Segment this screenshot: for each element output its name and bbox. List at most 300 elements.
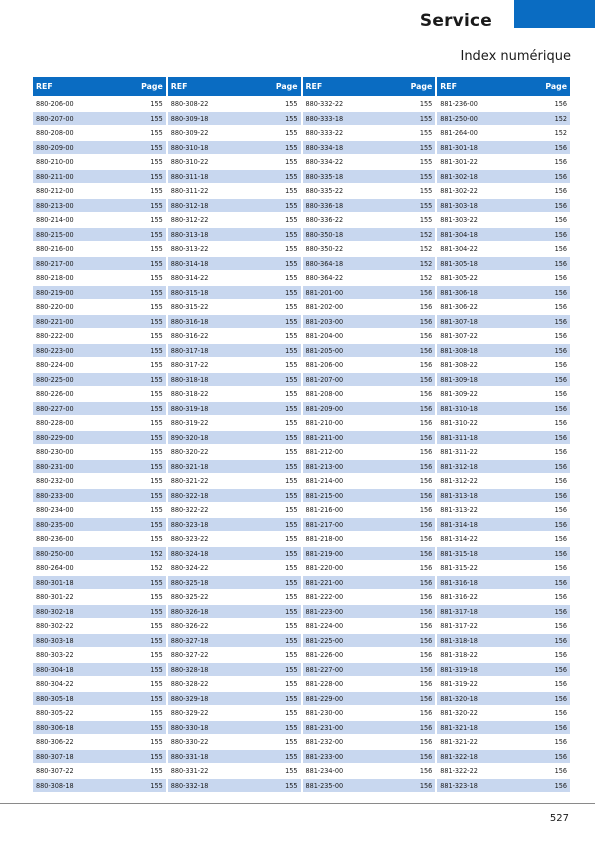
- page-cell: 155: [150, 606, 163, 616]
- table-row: [168, 764, 301, 779]
- table-row: [33, 764, 166, 779]
- ref-cell: 881-316-22: [440, 592, 478, 602]
- page-cell: 155: [150, 128, 163, 138]
- table-row: [33, 750, 166, 765]
- ref-cell: 880-330-18: [170, 722, 209, 732]
- page-cell: 156: [419, 331, 433, 341]
- table-row: [437, 547, 570, 562]
- table-row: [33, 286, 166, 301]
- page-number: 527: [549, 813, 569, 824]
- table-row: [303, 431, 436, 446]
- ref-cell: 881-207-00: [305, 374, 344, 384]
- table-row: [437, 576, 570, 591]
- page-cell: 156: [554, 606, 567, 616]
- table-row: [437, 286, 570, 301]
- page-cell: 155: [285, 766, 298, 776]
- table-row: [168, 779, 301, 794]
- ref-cell: 880-324-22: [170, 563, 209, 573]
- page-cell: 155: [150, 577, 163, 587]
- table-row: [168, 547, 301, 562]
- table-row: [303, 619, 436, 634]
- table-row: [33, 97, 166, 112]
- table-row: [33, 735, 166, 750]
- table-row: [437, 561, 570, 576]
- page-cell: 156: [419, 418, 433, 428]
- table-row: [303, 344, 436, 359]
- table-row: [168, 242, 301, 257]
- page-cell: 156: [419, 606, 433, 616]
- page-cell: 155: [150, 476, 163, 486]
- ref-cell: 881-307-18: [440, 316, 478, 326]
- table-row: [168, 460, 301, 475]
- table-row: [33, 184, 166, 199]
- table-row: [33, 474, 166, 489]
- page-cell: 155: [285, 563, 298, 573]
- ref-cell: 881-305-18: [440, 258, 478, 268]
- page-cell: 155: [285, 577, 298, 587]
- page-cell: 156: [554, 418, 567, 428]
- ref-cell: 881-222-00: [305, 592, 344, 602]
- page-cell: 156: [419, 345, 433, 355]
- ref-cell: 881-218-00: [305, 534, 344, 544]
- ref-cell: 881-213-00: [305, 461, 344, 471]
- ref-cell: 881-227-00: [305, 664, 344, 674]
- ref-cell: 881-317-18: [440, 606, 478, 616]
- ref-cell: 880-220-00: [36, 302, 74, 312]
- ref-cell: 880-222-00: [36, 331, 74, 341]
- ref-cell: 881-319-18: [440, 664, 478, 674]
- table-row: [33, 692, 166, 707]
- page-cell: 156: [554, 519, 567, 529]
- table-row: [168, 518, 301, 533]
- table-row: [168, 315, 301, 330]
- page-cell: 155: [150, 708, 163, 718]
- ref-cell: 880-324-18: [170, 548, 209, 558]
- ref-cell: 880-306-18: [36, 722, 74, 732]
- ref-cell: 880-309-18: [170, 113, 209, 123]
- page-cell: 155: [285, 157, 298, 167]
- table-row: [33, 242, 166, 257]
- table-row: [303, 184, 436, 199]
- table-row: [168, 141, 301, 156]
- table-row: [33, 561, 166, 576]
- table-row: [33, 663, 166, 678]
- table-row: [168, 663, 301, 678]
- ref-cell: 880-319-18: [170, 403, 209, 413]
- page-cell: 152: [419, 244, 433, 254]
- page-cell: 152: [150, 563, 163, 573]
- ref-cell: 881-322-18: [440, 751, 478, 761]
- page-cell: 155: [150, 447, 163, 457]
- ref-cell: 881-305-22: [440, 273, 478, 283]
- ref-cell: 881-202-00: [305, 302, 344, 312]
- ref-cell: 880-229-00: [36, 432, 74, 442]
- page-cell: 155: [285, 476, 298, 486]
- ref-cell: 881-226-00: [305, 650, 344, 660]
- table-row: [437, 532, 570, 547]
- table-row: [168, 344, 301, 359]
- ref-cell: 880-318-18: [170, 374, 209, 384]
- table-row: [168, 329, 301, 344]
- table-row: [168, 532, 301, 547]
- ref-cell: 881-301-18: [440, 142, 478, 152]
- table-row: [303, 126, 436, 141]
- table-row: [303, 648, 436, 663]
- page-header: Page: [545, 82, 567, 91]
- ref-cell: 880-302-22: [36, 621, 74, 631]
- page-cell: 156: [554, 273, 567, 283]
- page-cell: 155: [285, 171, 298, 181]
- ref-cell: 881-204-00: [305, 331, 344, 341]
- page-cell: 155: [285, 186, 298, 196]
- table-row: [303, 692, 436, 707]
- ref-cell: 881-313-22: [440, 505, 478, 515]
- table-row: [437, 213, 570, 228]
- ref-cell: 881-304-18: [440, 229, 478, 239]
- ref-cell: 880-333-22: [305, 128, 344, 138]
- table-row: [168, 155, 301, 170]
- ref-cell: 880-301-18: [36, 577, 74, 587]
- page-cell: 155: [285, 650, 298, 660]
- ref-cell: 881-233-00: [305, 751, 344, 761]
- table-row: [33, 648, 166, 663]
- ref-cell: 880-303-22: [36, 650, 74, 660]
- ref-cell: 880-318-22: [170, 389, 209, 399]
- ref-cell: 880-307-18: [36, 751, 74, 761]
- page-cell: 155: [150, 374, 163, 384]
- ref-cell: 881-217-00: [305, 519, 344, 529]
- table-row: [303, 634, 436, 649]
- page-cell: 155: [150, 679, 163, 689]
- ref-cell: 881-236-00: [440, 99, 478, 109]
- ref-cell: 880-336-22: [305, 215, 344, 225]
- page-cell: 155: [150, 635, 163, 645]
- table-row: [33, 503, 166, 518]
- ref-cell: 881-223-00: [305, 606, 344, 616]
- ref-cell: 880-328-18: [170, 664, 209, 674]
- table-row: [437, 373, 570, 388]
- ref-cell: 880-208-00: [36, 128, 74, 138]
- ref-cell: 881-264-00: [440, 128, 478, 138]
- ref-cell: 880-223-00: [36, 345, 74, 355]
- ref-cell: 881-216-00: [305, 505, 344, 515]
- page-cell: 155: [285, 316, 298, 326]
- table-row: [168, 387, 301, 402]
- ref-cell: 880-325-22: [170, 592, 209, 602]
- column-header: [168, 77, 301, 96]
- table-row: [303, 561, 436, 576]
- page-cell: 156: [554, 650, 567, 660]
- table-row: [437, 779, 570, 794]
- ref-cell: 881-319-22: [440, 679, 478, 689]
- table-row: [437, 518, 570, 533]
- table-row: [303, 750, 436, 765]
- table-row: [168, 373, 301, 388]
- ref-cell: 881-303-22: [440, 215, 478, 225]
- page-cell: 156: [419, 316, 433, 326]
- table-row: [33, 779, 166, 794]
- page-cell: 156: [419, 563, 433, 573]
- table-row: [168, 619, 301, 634]
- page-cell: 156: [554, 577, 567, 587]
- ref-cell: 881-314-18: [440, 519, 478, 529]
- page-cell: 155: [285, 113, 298, 123]
- index-column-4: [437, 77, 570, 793]
- table-row: [168, 721, 301, 736]
- table-row: [437, 735, 570, 750]
- table-row: [437, 257, 570, 272]
- table-row: [33, 112, 166, 127]
- page-cell: 155: [285, 229, 298, 239]
- table-row: [168, 213, 301, 228]
- page-cell: 155: [150, 316, 163, 326]
- page-cell: 155: [150, 592, 163, 602]
- ref-cell: 880-317-18: [170, 345, 209, 355]
- page-cell: 155: [285, 331, 298, 341]
- table-row: [33, 126, 166, 141]
- table-row: [33, 402, 166, 417]
- column-header: [303, 77, 436, 96]
- table-row: [303, 547, 436, 562]
- page-cell: 156: [419, 650, 433, 660]
- index-column-1: [33, 77, 166, 793]
- page-cell: 156: [419, 722, 433, 732]
- table-row: [303, 416, 436, 431]
- table-row: [303, 286, 436, 301]
- table-row: [437, 764, 570, 779]
- table-row: [33, 532, 166, 547]
- table-row: [303, 315, 436, 330]
- table-row: [33, 416, 166, 431]
- table-row: [303, 590, 436, 605]
- table-row: [303, 402, 436, 417]
- table-row: [303, 228, 436, 243]
- ref-cell: 881-225-00: [305, 635, 344, 645]
- page-cell: 155: [285, 693, 298, 703]
- page-cell: 156: [419, 389, 433, 399]
- page-header: Page: [141, 82, 163, 91]
- page-cell: 156: [554, 461, 567, 471]
- page-cell: 155: [150, 418, 163, 428]
- table-row: [303, 213, 436, 228]
- page-cell: 156: [419, 287, 433, 297]
- table-row: [33, 358, 166, 373]
- table-row: [33, 329, 166, 344]
- page-cell: 156: [554, 157, 567, 167]
- ref-cell: 881-308-22: [440, 360, 478, 370]
- ref-cell: 881-312-18: [440, 461, 478, 471]
- page-cell: 152: [554, 128, 567, 138]
- table-row: [33, 257, 166, 272]
- ref-cell: 881-229-00: [305, 693, 344, 703]
- ref-cell: 880-327-22: [170, 650, 209, 660]
- table-row: [303, 358, 436, 373]
- page-cell: 155: [285, 99, 298, 109]
- table-row: [168, 199, 301, 214]
- table-row: [33, 605, 166, 620]
- table-row: [33, 344, 166, 359]
- table-row: [33, 460, 166, 475]
- ref-cell: 880-302-18: [36, 606, 74, 616]
- table-row: [168, 97, 301, 112]
- ref-cell: 880-335-18: [305, 171, 344, 181]
- table-row: [33, 634, 166, 649]
- table-row: [303, 721, 436, 736]
- table-row: [33, 677, 166, 692]
- ref-cell: 880-326-22: [170, 621, 209, 631]
- ref-cell: 881-309-22: [440, 389, 478, 399]
- ref-cell: 880-304-22: [36, 679, 74, 689]
- page-cell: 155: [150, 780, 163, 790]
- table-row: [437, 489, 570, 504]
- ref-cell: 880-315-18: [170, 287, 209, 297]
- table-row: [168, 170, 301, 185]
- page-cell: 155: [285, 418, 298, 428]
- table-row: [168, 300, 301, 315]
- ref-cell: 881-321-18: [440, 722, 478, 732]
- ref-cell: 881-306-22: [440, 302, 478, 312]
- table-row: [437, 750, 570, 765]
- page-cell: 155: [150, 113, 163, 123]
- table-row: [437, 663, 570, 678]
- table-row: [168, 445, 301, 460]
- table-row: [33, 141, 166, 156]
- table-row: [168, 358, 301, 373]
- table-row: [437, 228, 570, 243]
- ref-cell: 880-308-18: [36, 780, 74, 790]
- ref-cell: 880-350-22: [305, 244, 344, 254]
- table-row: [168, 402, 301, 417]
- table-row: [437, 445, 570, 460]
- table-row: [33, 431, 166, 446]
- ref-cell: 880-316-18: [170, 316, 209, 326]
- table-row: [303, 155, 436, 170]
- ref-cell: 880-336-18: [305, 200, 344, 210]
- page-cell: 155: [150, 461, 163, 471]
- table-row: [303, 373, 436, 388]
- ref-header: REF: [305, 82, 323, 91]
- page-cell: 155: [150, 432, 163, 442]
- table-row: [437, 271, 570, 286]
- table-row: [168, 735, 301, 750]
- page-cell: 155: [150, 229, 163, 239]
- ref-cell: 880-228-00: [36, 418, 74, 428]
- ref-cell: 880-317-22: [170, 360, 209, 370]
- page-cell: 155: [419, 171, 433, 181]
- ref-cell: 881-308-18: [440, 345, 478, 355]
- ref-cell: 881-321-22: [440, 737, 478, 747]
- ref-cell: 880-334-22: [305, 157, 344, 167]
- ref-cell: 881-302-18: [440, 171, 478, 181]
- page-cell: 156: [419, 519, 433, 529]
- ref-cell: 881-315-18: [440, 548, 478, 558]
- table-row: [437, 97, 570, 112]
- page-cell: 156: [554, 215, 567, 225]
- ref-cell: 880-350-18: [305, 229, 344, 239]
- page-cell: 155: [150, 142, 163, 152]
- ref-cell: 880-322-22: [170, 505, 209, 515]
- ref-cell: 880-334-18: [305, 142, 344, 152]
- page-cell: 156: [554, 403, 567, 413]
- table-row: [303, 576, 436, 591]
- page-cell: 155: [285, 592, 298, 602]
- page-cell: 152: [419, 273, 433, 283]
- page-cell: 156: [554, 447, 567, 457]
- ref-cell: 881-250-00: [440, 113, 478, 123]
- table-row: [168, 431, 301, 446]
- page-cell: 156: [554, 360, 567, 370]
- ref-header: REF: [36, 82, 53, 91]
- table-row: [168, 184, 301, 199]
- ref-cell: 880-312-22: [170, 215, 209, 225]
- ref-cell: 880-235-00: [36, 519, 74, 529]
- page-cell: 155: [285, 635, 298, 645]
- page-cell: 156: [554, 693, 567, 703]
- page-cell: 156: [419, 708, 433, 718]
- page-cell: 155: [150, 519, 163, 529]
- page-cell: 155: [285, 751, 298, 761]
- page-cell: 156: [554, 287, 567, 297]
- page-cell: 156: [554, 490, 567, 500]
- ref-cell: 880-213-00: [36, 200, 74, 210]
- ref-cell: 881-311-18: [440, 432, 478, 442]
- table-row: [303, 271, 436, 286]
- ref-cell: 880-214-00: [36, 215, 74, 225]
- ref-cell: 881-314-22: [440, 534, 478, 544]
- page-cell: 156: [554, 432, 567, 442]
- table-row: [303, 460, 436, 475]
- ref-cell: 880-215-00: [36, 229, 74, 239]
- ref-cell: 880-311-22: [170, 186, 209, 196]
- page-cell: 155: [150, 186, 163, 196]
- ref-cell: 880-226-00: [36, 389, 74, 399]
- ref-cell: 880-326-18: [170, 606, 209, 616]
- page-cell: 156: [554, 331, 567, 341]
- table-row: [168, 634, 301, 649]
- page-cell: 156: [554, 229, 567, 239]
- ref-cell: 880-331-18: [170, 751, 209, 761]
- table-row: [437, 619, 570, 634]
- ref-cell: 880-264-00: [36, 563, 74, 573]
- page-cell: 155: [419, 186, 433, 196]
- page-cell: 156: [554, 200, 567, 210]
- table-row: [168, 474, 301, 489]
- page-cell: 156: [419, 432, 433, 442]
- ref-cell: 880-308-22: [170, 99, 209, 109]
- table-row: [168, 271, 301, 286]
- page-cell: 156: [419, 374, 433, 384]
- ref-cell: 881-203-00: [305, 316, 344, 326]
- page-cell: 155: [285, 432, 298, 442]
- page-cell: 156: [554, 592, 567, 602]
- ref-cell: 880-301-22: [36, 592, 74, 602]
- table-row: [303, 663, 436, 678]
- table-row: [437, 329, 570, 344]
- ref-cell: 881-231-00: [305, 722, 344, 732]
- table-row: [168, 126, 301, 141]
- column-header: [437, 77, 570, 96]
- page-cell: 156: [419, 766, 433, 776]
- page-cell: 155: [150, 200, 163, 210]
- ref-cell: 881-313-18: [440, 490, 478, 500]
- ref-cell: 880-313-22: [170, 244, 209, 254]
- table-row: [437, 634, 570, 649]
- page-cell: 155: [285, 142, 298, 152]
- ref-cell: 881-201-00: [305, 287, 344, 297]
- ref-cell: 880-323-18: [170, 519, 209, 529]
- table-row: [168, 648, 301, 663]
- page-cell: 155: [285, 345, 298, 355]
